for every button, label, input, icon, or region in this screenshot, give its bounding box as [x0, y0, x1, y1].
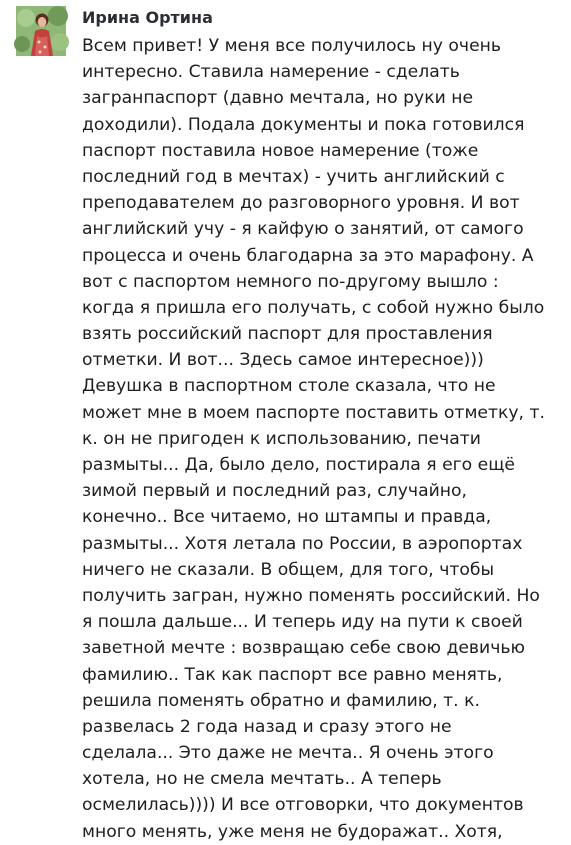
comment-text-line: отметки. И вот... Здесь самое интересное)))	[82, 350, 484, 371]
comment-text-line: к. он не пригоден к использованию, печати	[82, 428, 481, 449]
comment-text-line: загранпаспорт (давно мечтала, но руки не	[82, 88, 474, 109]
comment-text-line: осмелилась)))) И все отговорки, что документов	[82, 795, 524, 816]
comment-text-line: когда я пришла его получать, с собой нужно было	[82, 297, 545, 318]
comment-text-line: преподавателем до разговорного уровня. И вот	[82, 193, 520, 214]
comment-text-line: решила поменять обратно и фамилию, т. к.	[82, 690, 480, 711]
comment-text-line: взять российский паспорт для проставления	[82, 324, 493, 345]
avatar[interactable]	[16, 6, 66, 56]
avatar-photo	[16, 6, 66, 56]
comment-text-line: сделала... Это даже не мечта.. Я очень этого	[82, 743, 494, 764]
comment-text-line: много менять, уже меня не будоражат.. Хотя,	[82, 821, 503, 842]
comment-text-line: я пошла дальше... И теперь иду на пути к своей	[82, 612, 523, 633]
comment-text-line: английский учу - я кайфую о занятий, от самого	[82, 219, 524, 240]
comment-text-line: Девушка в паспортном столе сказала, что не	[82, 376, 496, 397]
comment-text-line: последний год в мечтах) - учить английский с	[82, 166, 505, 187]
comment-text-line: процесса и очень благодарна за это марафону. А	[82, 245, 534, 266]
comment-text-line: вот с паспортом немного по-другому вышло :	[82, 271, 499, 292]
comment-text-line: размыты... Да, было дело, постирала я его ещё	[82, 455, 515, 475]
comment-text-line: Всем привет! У меня все получилось ну очень	[82, 36, 502, 56]
comment-text-line: развелась 2 года назад и сразу этого не	[82, 716, 452, 737]
comment-text-line: заветной мечте : возвращаю себе свою девичью	[82, 638, 525, 659]
comment-text-line: интересно. Ставила намерение - сделать	[82, 62, 460, 83]
comment-text-line: получить загран, нужно поменять российский. Но	[82, 585, 540, 606]
comment-text-line: ничего не сказали. В общем, для того, чтобы	[82, 559, 495, 580]
comment-text-line: конечно.. Все читаемо, но штампы и правда,	[82, 507, 492, 528]
comment-text-line: хотела, но не смела мечтать.. А теперь	[82, 769, 442, 790]
comment-text-line: доходили). Подала документы и пока готовился	[82, 114, 525, 135]
comment-author[interactable]: Ирина Ортина	[82, 8, 213, 27]
comment-text-line: паспорт поставила новое намерение (тоже	[82, 140, 479, 161]
comment-text-line: размыты... Хотя летала по России, в аэропортах	[82, 533, 523, 554]
comment-text	[82, 33, 567, 845]
comment-text-line: фамилию.. Так как паспорт все равно менять,	[82, 664, 503, 685]
comment-text-line: зимой первый и последний раз, случайно,	[82, 481, 467, 502]
comment-text-line: может мне в моем паспорте поставить отметку, т.	[82, 402, 545, 423]
